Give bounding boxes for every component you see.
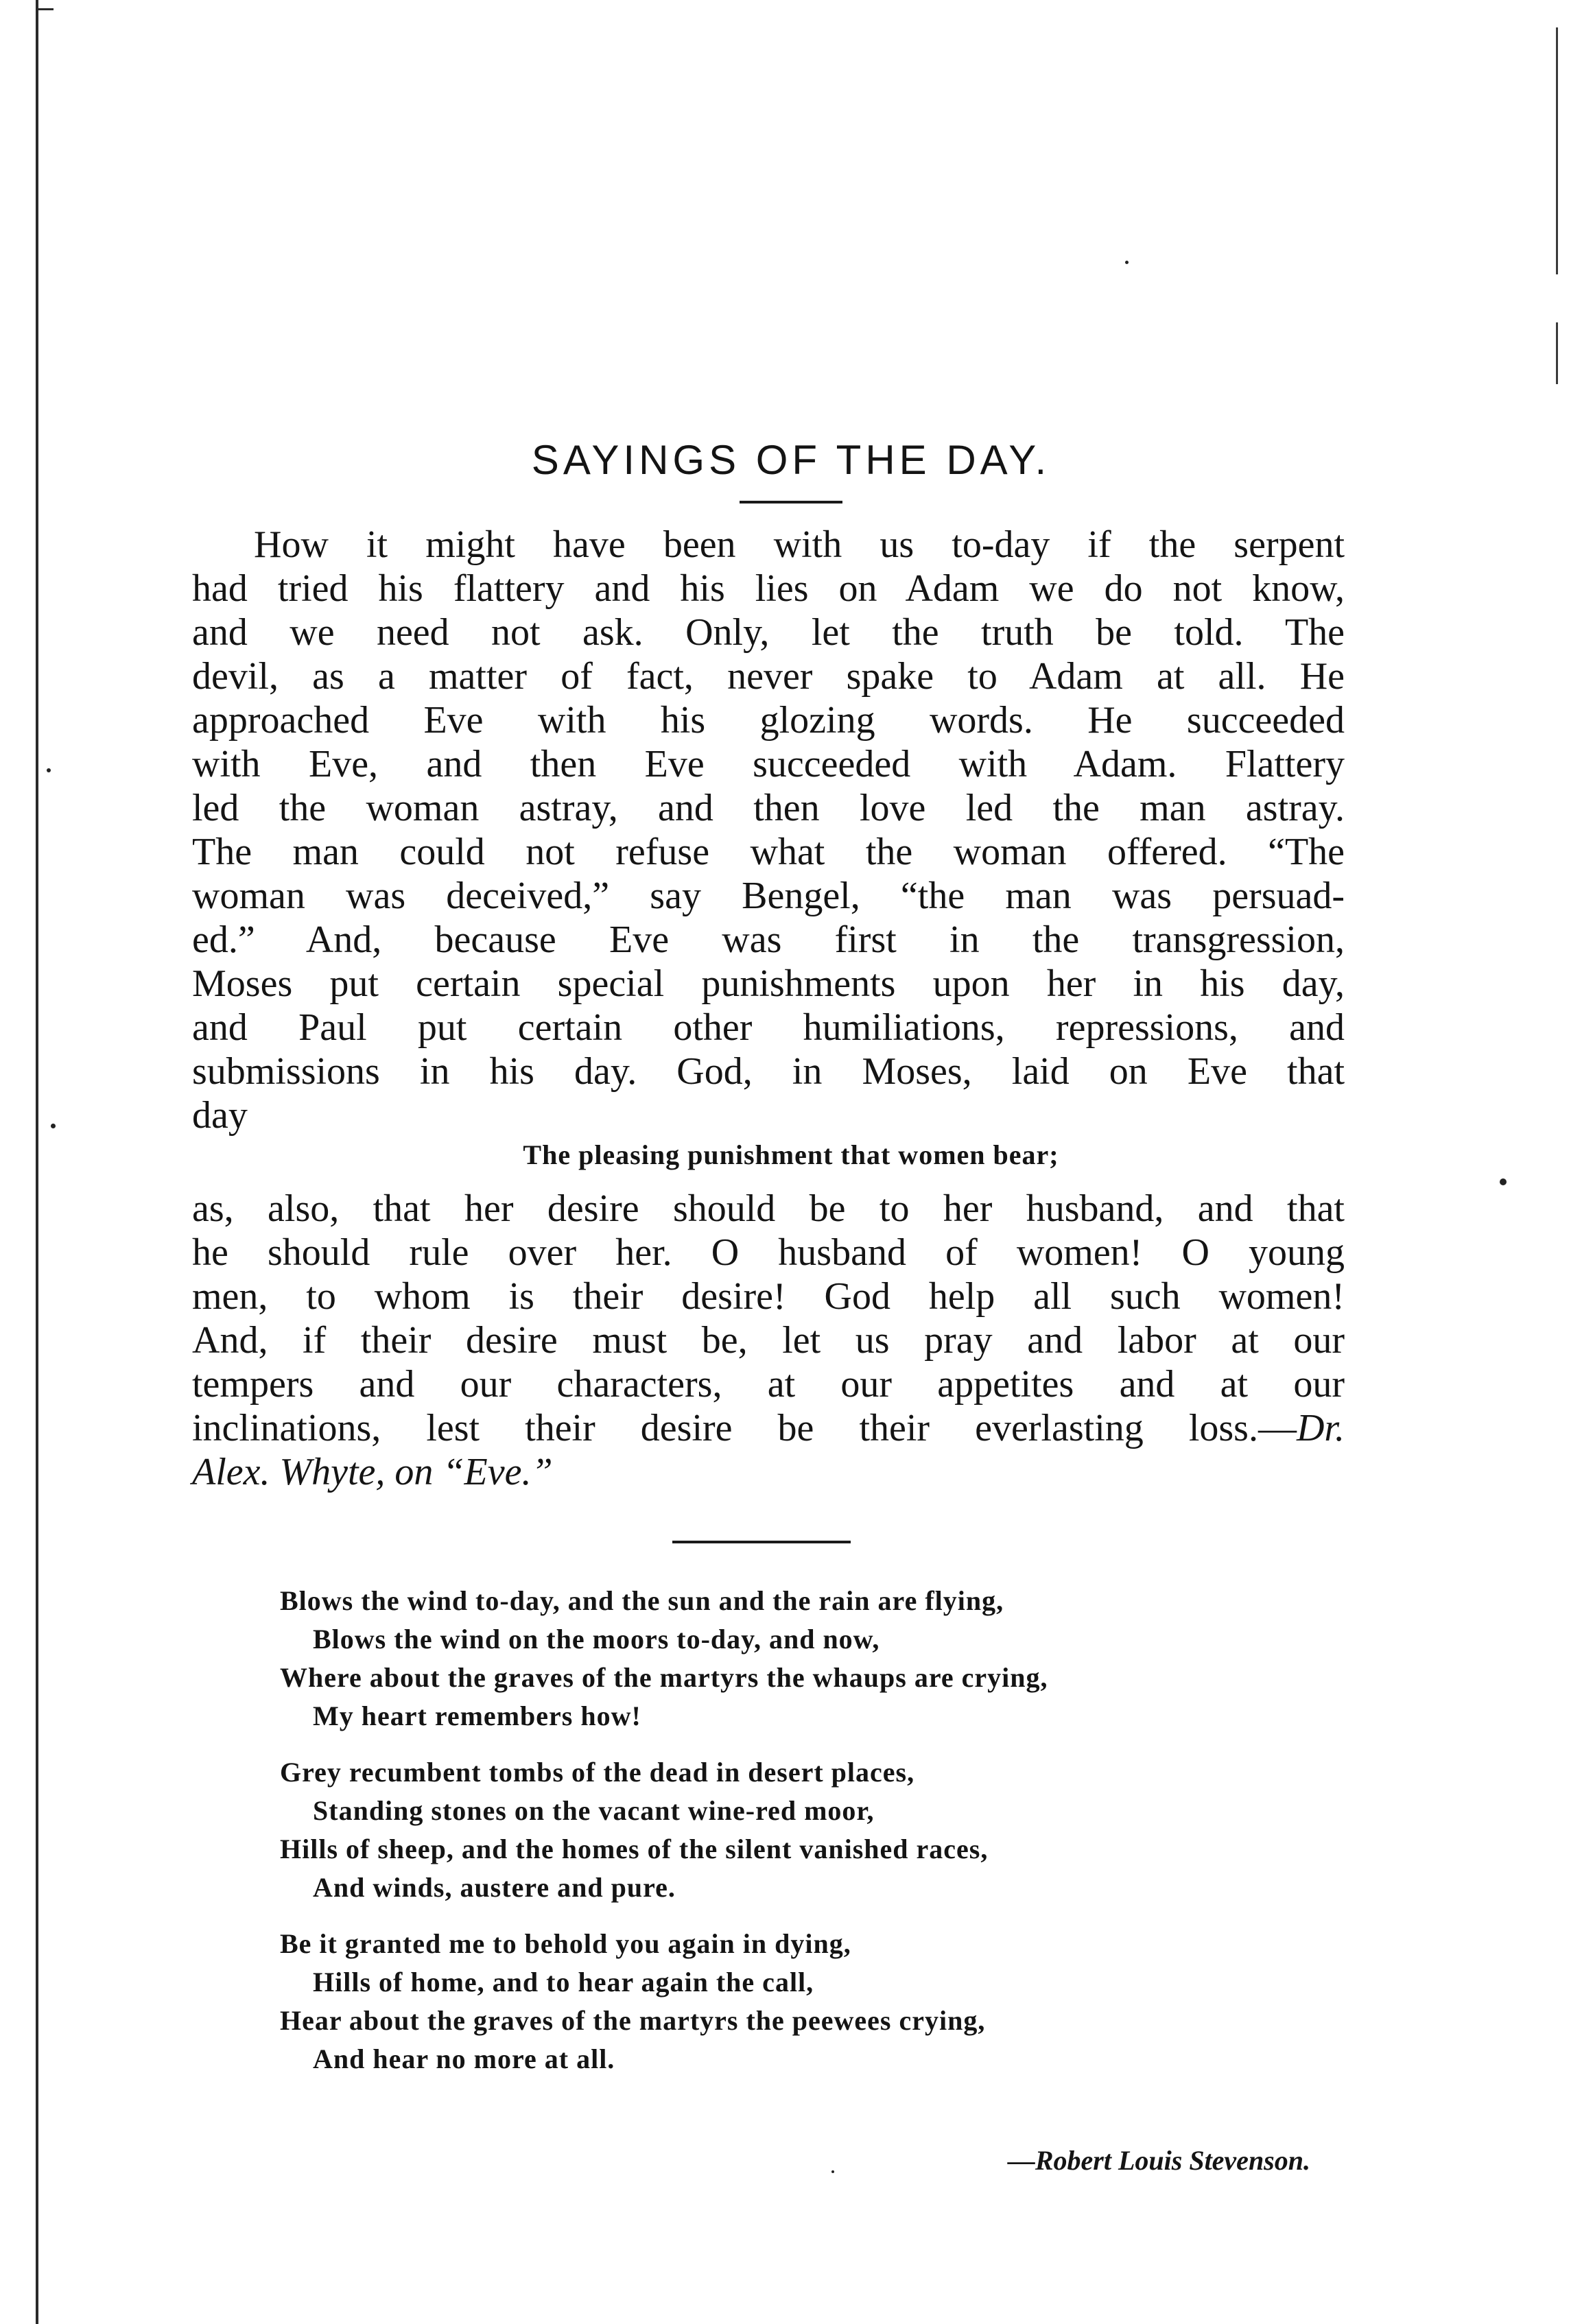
page-title: SAYINGS OF THE DAY. (531, 437, 1051, 483)
attribution-author-start: Dr. (1296, 1407, 1345, 1449)
poem-line: Hear about the graves of the martyrs the peewees crying, (280, 2005, 986, 2036)
title-underline (740, 501, 842, 503)
poem-line: Grey recumbent tombs of the dead in desert places, (280, 1757, 915, 1788)
poem-line: Standing stones on the vacant wine-red moor, (313, 1795, 875, 1826)
prose-paragraph-1 (192, 523, 1345, 1137)
scan-speck (831, 2170, 834, 2173)
prose-line: tempers and our characters, at our appetites and at our (192, 1363, 1345, 1406)
prose-line: as, also, that her desire should be to her husband, and that (192, 1187, 1345, 1230)
poem-line: Hills of sheep, and the homes of the silent vanished races, (280, 1834, 989, 1864)
prose-line-text: inclinations, lest their desire be their everlasting loss.— (192, 1407, 1297, 1449)
prose-line: The man could not refuse what the woman offered. “The (192, 831, 1345, 873)
prose-line: devil, as a matter of fact, never spake to Adam at all. He (192, 655, 1345, 698)
scan-speck (51, 1124, 56, 1128)
prose-line: How it might have been with us to-day if the serpent (254, 523, 1345, 566)
section-divider (672, 1541, 851, 1543)
prose-line: led the woman astray, and then love led the man astray. (192, 787, 1345, 829)
prose-line: approached Eve with his glozing words. He succeeded (192, 699, 1345, 742)
inline-verse-quote: The pleasing punishment that women bear; (523, 1139, 1059, 1170)
poem-stanza (280, 1582, 1323, 1735)
prose-line: Moses put certain special punishments upon her in his day, (192, 962, 1345, 1005)
prose-line: and Paul put certain other humiliations, repressions, and (192, 1006, 1345, 1049)
poem-stanza (280, 1925, 1323, 2078)
attribution-author: Alex. Whyte, on “Eve.” (192, 1451, 553, 1493)
scan-border-right-fragment (1556, 322, 1558, 384)
scan-border-right (1556, 27, 1558, 274)
poem-line: My heart remembers how! (313, 1700, 641, 1731)
prose-line: submissions in his day. God, in Moses, laid on Eve that (192, 1050, 1345, 1093)
prose-paragraph-2 (192, 1187, 1345, 1494)
prose-line: day (192, 1094, 248, 1137)
prose-line: had tried his flattery and his lies on Adam we do not know, (192, 567, 1345, 610)
prose-line: woman was deceived,” say Bengel, “the man was persuad- (192, 875, 1345, 917)
scan-border-corner (36, 8, 54, 10)
scan-speck (47, 768, 51, 772)
poem-line: Blows the wind to-day, and the sun and the rain are flying, (280, 1585, 1004, 1616)
poem-line: And winds, austere and pure. (313, 1872, 676, 1903)
prose-line: he should rule over her. O husband of women! O young (192, 1231, 1345, 1274)
scan-speck (1500, 1178, 1507, 1185)
prose-line: with Eve, and then Eve succeeded with Adam. Flattery (192, 743, 1345, 785)
prose-line: men, to whom is their desire! God help all such women! (192, 1275, 1345, 1318)
poem-line: And hear no more at all. (313, 2043, 615, 2074)
poem-line: Be it granted me to behold you again in dying, (280, 1928, 851, 1959)
prose-line-with-attribution (192, 1406, 1345, 1450)
prose-line: ed.” And, because Eve was first in the transgression, (192, 918, 1345, 961)
poem (280, 1582, 1323, 2096)
poem-line: Hills of home, and to hear again the call, (313, 1967, 814, 1997)
poem-stanza (280, 1753, 1323, 1907)
poem-attribution: —Robert Louis Stevenson. (1007, 2145, 1310, 2176)
poem-line: Blows the wind on the moors to-day, and now, (313, 1624, 880, 1655)
prose-line: And, if their desire must be, let us pray and labor at our (192, 1319, 1345, 1362)
prose-line: and we need not ask. Only, let the truth be told. The (192, 611, 1345, 654)
poem-line: Where about the graves of the martyrs the whaups are crying, (280, 1662, 1048, 1693)
scan-speck (1125, 261, 1129, 264)
